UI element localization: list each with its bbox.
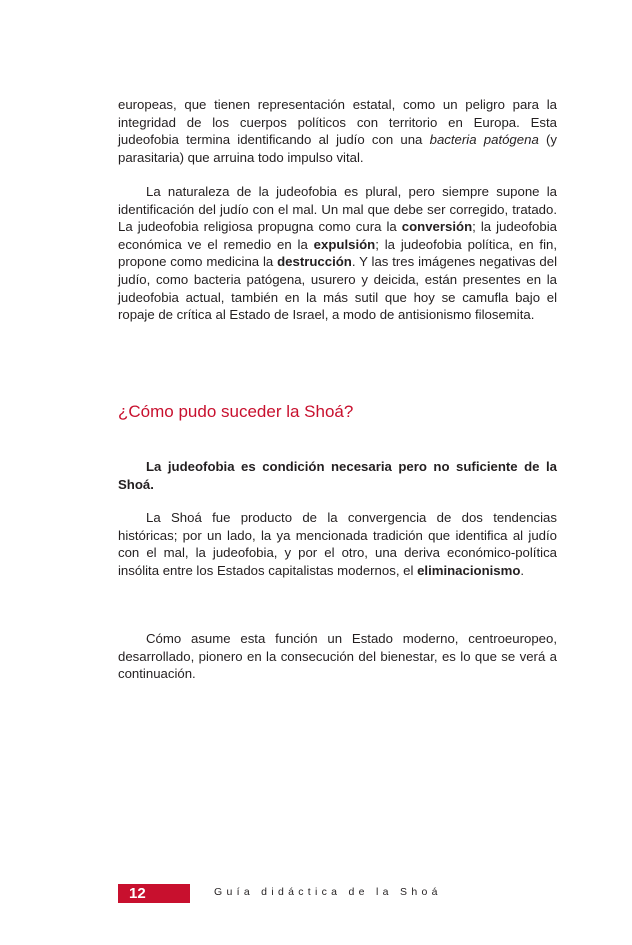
bold-text: eliminacionismo — [417, 562, 521, 578]
paragraph — [118, 96, 557, 166]
text: . Y las tres imágenes negativas del judío, como bacteria patógena, usurero y deicida, están presentes en la judeofobia actual, también en la más sutil que hoy se camufla bajo el ropaje de crítica al Estado de Israel, a modo de antisionismo filosemita. — [118, 254, 557, 323]
text: . — [520, 562, 525, 578]
paragraph — [118, 509, 557, 579]
bold-text: conversión — [401, 219, 473, 235]
italic-text: bacteria patógena — [429, 132, 539, 148]
section-heading: ¿Cómo pudo suceder la Shoá? — [118, 402, 354, 421]
bold-paragraph — [118, 458, 557, 493]
paragraph — [118, 183, 557, 324]
text: ; la judeofobia política, en fin, propone como medicina la — [118, 236, 557, 270]
paragraph: Cómo asume esta función un Estado moderno, centroeuropeo, desarrollado, pionero en la consecución del bienestar, es lo que se verá a continuación. — [118, 631, 557, 682]
text: (y parasitaria) que arruina todo impulso vital. — [118, 132, 557, 165]
text: europeas, que tienen representación estatal, como un peligro para la integridad de los cuerpos políticos con territorio en Europa. Esta judeofobia termina identificando al judío con una — [118, 97, 557, 148]
text: La Shoá fue producto de la convergencia de dos tendencias históricas; por un lado, la ya mencionada tradición que identifica al judío con el mal, la judeofobia, y por el otro, una deriva económico-política insólita entre los Estados capitalistas modernos, el — [118, 510, 557, 578]
bold-text: destrucción — [277, 254, 352, 270]
text: ; la judeofobia económica ve el remedio en la — [118, 219, 557, 252]
footer-title: Guía didáctica de la Shoá — [214, 886, 442, 898]
text: La naturaleza de la judeofobia es plural, pero siempre supone la identificación del judío con el mal. Un mal que debe ser corregido, tratado. La judeofobia religiosa propugna como cura la — [118, 184, 557, 235]
page-number: 12 — [118, 884, 190, 903]
bold-text: expulsión — [313, 236, 376, 252]
bold-text: La judeofobia es condición necesaria pero no suficiente de la Shoá. — [118, 459, 557, 492]
